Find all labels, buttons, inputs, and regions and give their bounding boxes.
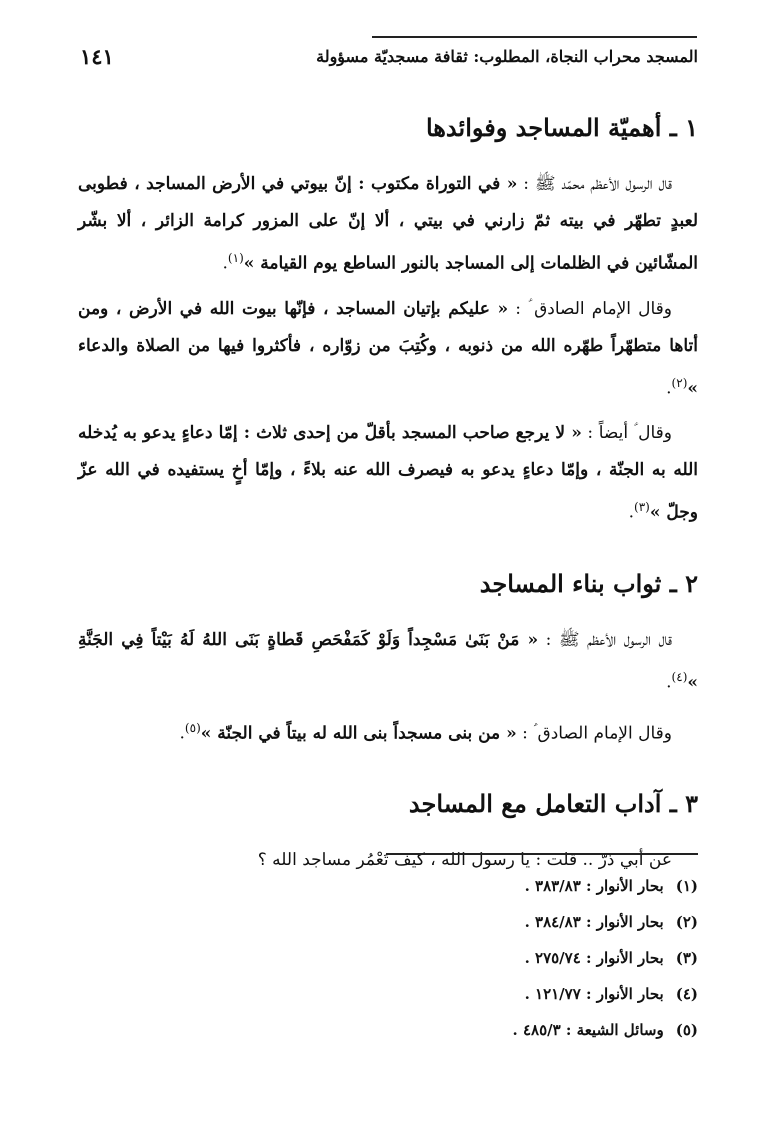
hadith-quote: « في التوراة مكتوب : إنّ بيوتي في الأرض المساجد ، فطوبى لعبدٍ تطهّر في بيته ثمّ زارني في بيتي ، ألا إنّ على المزور كرامة الزائر ، ألا بشّر المشّائين في الظلمات إلى المساجد بالنور الساطع يوم القيامة » <box>78 174 698 274</box>
footnote-ref[interactable]: (٢) <box>671 375 688 390</box>
page-number: ١٤١ <box>80 44 114 69</box>
paragraph-lead: قال الرسول الأعظم ﷺ : <box>538 629 672 650</box>
paragraph-lead: قال الرسول الأعظم محمّد ﷺ : <box>517 174 673 194</box>
footnote-item <box>78 1012 698 1048</box>
footnote-rule <box>386 853 698 855</box>
hadith-quote: « من بنى مسجداً بنى الله له بيتاً في الجنّة » <box>200 723 517 744</box>
footnote-number: (٤) <box>675 985 698 1003</box>
paragraph-lead: وقال الإمام الصادق ؑ : <box>508 298 672 319</box>
paragraph <box>78 415 698 532</box>
footnote-number: (٢) <box>675 913 698 931</box>
footnote-text: وسائل الشيعة : ٤٨٥/٣ . <box>512 1021 664 1039</box>
hadith-quote: « عليكم بإتيان المساجد ، فإنّها بيوت الله في الأرض ، ومن أتاها متطهّراً طهّره الله من ذنوبه ، وكُتِبَ من زوّاره ، فأكثروا فيها من الصلاة والدعاء » <box>78 298 698 399</box>
footnote-ref[interactable]: (٥) <box>184 720 201 735</box>
footnote-text: بحار الأنوار : ٢٧٥/٧٤ . <box>524 949 664 967</box>
header-rule <box>372 36 697 38</box>
footnote-item <box>78 940 698 976</box>
paragraph <box>78 166 698 283</box>
section-heading: ٣ ـ آداب التعامل مع المساجد <box>408 789 698 819</box>
paragraph-end: . <box>179 723 185 744</box>
paragraph-lead: وقال ؑ أيضاً : <box>581 423 672 444</box>
paragraph-end: . <box>628 502 635 523</box>
paragraph-end: . <box>666 378 672 399</box>
footnote-number: (٥) <box>675 1021 698 1039</box>
paragraph-lead: عن أبي ذرّ .. قلت : يا رسول الله ، كيف تَعْمُر مساجد الله ؟ <box>257 850 672 871</box>
main-text <box>78 104 698 879</box>
footnote-text: بحار الأنوار : ١٢١/٧٧ . <box>524 985 664 1003</box>
section-heading: ٢ ـ ثواب بناء المساجد <box>479 568 698 598</box>
footnote-text: بحار الأنوار : ٣٨٣/٨٣ . <box>524 877 664 895</box>
footnote-ref[interactable]: (٣) <box>634 500 650 515</box>
paragraph <box>78 291 698 408</box>
footnote-text: بحار الأنوار : ٣٨٤/٨٣ . <box>524 913 664 931</box>
footnote-ref[interactable]: (٤) <box>671 669 688 684</box>
footnotes <box>78 868 698 1048</box>
footnote-item <box>78 904 698 940</box>
footnote-ref[interactable]: (١) <box>227 251 244 265</box>
paragraph-end: . <box>666 672 672 693</box>
paragraph-end: . <box>222 253 228 274</box>
paragraph <box>78 622 698 702</box>
footnote-item <box>78 976 698 1012</box>
hadith-quote: « مَنْ بَنَىٰ مَسْجِداً وَلَوْ كَمَفْحَصِ قَطاةٍ بَنَى اللهُ لَهُ بَيْتاً فِي الجَنَّةِ » <box>78 629 698 693</box>
footnote-number: (١) <box>675 877 698 895</box>
footnote-number: (٣) <box>675 949 698 967</box>
section-heading: ١ ـ أهميّة المساجد وفوائدها <box>425 113 698 142</box>
paragraph <box>78 710 698 753</box>
running-head: المسجد محراب النجاة، المطلوب: ثقافة مسجديّة مسؤولة <box>316 47 698 66</box>
hadith-quote: « لا يرجع صاحب المسجد بأقلّ من إحدى ثلاث : إمّا دعاءٍ يدعو به يُدخله الله به الجنّة ، وإمّا دعاءٍ يدعو به فيصرف الله عنه بلاءً ، وإمّا أخٍ يستفيده في الله عزّ وجلّ » <box>78 423 698 523</box>
footnote-item <box>78 868 698 904</box>
paragraph-lead: وقال الإمام الصادق ؑ : <box>516 723 672 744</box>
